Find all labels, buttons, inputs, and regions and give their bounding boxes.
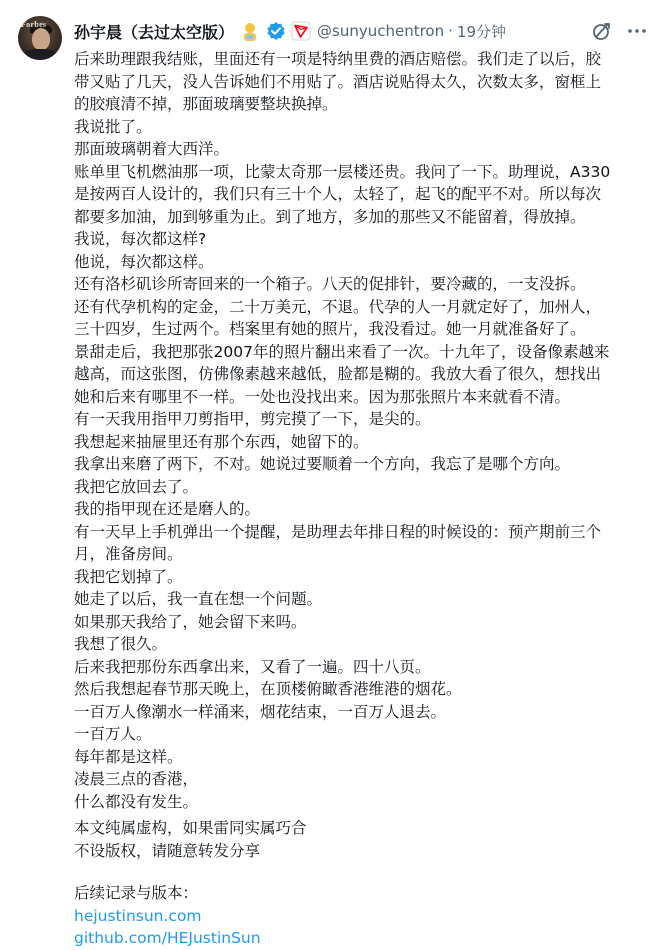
link-github[interactable]: github.com/HEJustinSun (74, 929, 261, 947)
avatar[interactable] (18, 16, 62, 60)
post-body-line: 账单里飞机燃油那一项，比蒙太奇那一层楼还贵。我问了一下。助理说，A330 (74, 162, 611, 181)
post-body (74, 48, 644, 813)
post-body-line: 后来我把那份东西拿出来，又看了一遍。四十八页。 (74, 657, 431, 676)
disclaimer-line: 本文纯属虚构，如果雷同实属巧合 (74, 819, 307, 837)
link-hejustinsun[interactable]: hejustinsun.com (74, 906, 202, 925)
verified-badge-icon[interactable] (266, 21, 286, 41)
post-body-line: 那面玻璃朝着大西洋。 (74, 140, 230, 158)
more-icon[interactable] (626, 20, 648, 42)
versions-block (74, 882, 634, 950)
post-body-line: 凌晨三点的香港， (74, 770, 199, 788)
post-body-line: 我把它划掉了。 (74, 567, 183, 586)
versions-label: 后续记录与版本： (74, 884, 199, 902)
post-body-line: 的胶痕清不掉，那面玻璃要整块换掉。 (74, 95, 338, 113)
post-body-line: 都要多加油，加到够重为止。到了地方，多加的那些又不能留着，得放掉。 (74, 207, 586, 226)
post-body-line: 我拿出来磨了两下，不对。她说过要顺着一个方向，我忘了是哪个方向。 (74, 455, 571, 473)
post-body-line: 每年都是这样。 (74, 747, 183, 766)
post-body-line: 她走了以后，我一直在想一个问题。 (74, 590, 323, 608)
post-body-line: 我想了很久。 (74, 635, 168, 653)
disclaimer-block (74, 817, 634, 862)
tron-affiliate-icon[interactable] (291, 21, 311, 41)
user-handle[interactable]: @sunyuchentron (317, 22, 445, 40)
person-emoji-icon (239, 20, 261, 42)
post-body-line: 我把它放回去了。 (74, 477, 199, 496)
post-body-line: 他说，每次都这样。 (74, 252, 214, 271)
avatar-face (32, 28, 50, 50)
post-body-line: 还有代孕机构的定金，二十万美元，不退。代孕的人一月就定好了，加州人， (74, 297, 602, 316)
avatar-logo-text: Forbes (21, 20, 47, 29)
display-name[interactable]: 孙宇晨（去过太空版） (74, 22, 235, 42)
grok-icon[interactable] (591, 20, 613, 42)
post-body-line: 月，准备房间。 (74, 545, 183, 563)
post-body-line: 她和后来有哪里不一样。一处也没找出来。因为那张照片本来就看不清。 (74, 387, 571, 406)
post-body-line: 越高，而这张图，仿佛像素越来越低，脸都是糊的。我放大看了很久，想找出 (74, 365, 602, 383)
disclaimer-line: 不设版权，请随意转发分享 (74, 841, 261, 860)
post-body-line: 一百万人像潮水一样涌来，烟花结束，一百万人退去。 (74, 702, 447, 721)
post-body-line: 我说，每次都这样? (74, 230, 207, 248)
post-body-line: 一百万人。 (74, 725, 152, 743)
avatar-suit (24, 49, 56, 60)
post-header (74, 20, 506, 42)
separator-dot: · (448, 22, 453, 40)
post-body-line: 我说批了。 (74, 117, 152, 136)
post-body-line: 后来助理跟我结账，里面还有一项是特纳里费的酒店赔偿。我们走了以后，胶 (74, 50, 602, 68)
post-time[interactable]: 19分钟 (456, 22, 506, 41)
post-body-line: 我想起来抽屉里还有那个东西，她留下的。 (74, 432, 369, 451)
post-body-line: 带又贴了几天，没人告诉她们不用贴了。酒店说贴得太久，次数太多，窗框上 (74, 72, 602, 91)
post-body-line: 有一天我用指甲刀剪指甲，剪完摸了一下，是尖的。 (74, 410, 431, 428)
post-body-line: 我的指甲现在还是磨人的。 (74, 500, 261, 518)
post-body-line: 还有洛杉矶诊所寄回来的一个箱子。八天的促排针，要冷藏的，一支没拆。 (74, 275, 586, 293)
post-body-line: 然后我想起春节那天晚上，在顶楼俯瞰香港维港的烟花。 (74, 680, 462, 698)
post-body-line: 如果那天我给了，她会留下来吗。 (74, 612, 307, 631)
post-body-line: 有一天早上手机弹出一个提醒，是助理去年排日程的时候设的：预产期前三个 (74, 522, 602, 541)
post-body-line: 景甜走后，我把那张2007年的照片翻出来看了一次。十九年了，设备像素越来 (74, 342, 610, 361)
post-body-line: 什么都没有发生。 (74, 792, 199, 811)
post-body-line: 三十四岁，生过两个。档案里有她的照片，我没看过。她一月就准备好了。 (74, 320, 586, 338)
post-body-line: 是按两百人设计的，我们只有三十个人，太轻了，起飞的配平不对。所以每次 (74, 185, 602, 203)
